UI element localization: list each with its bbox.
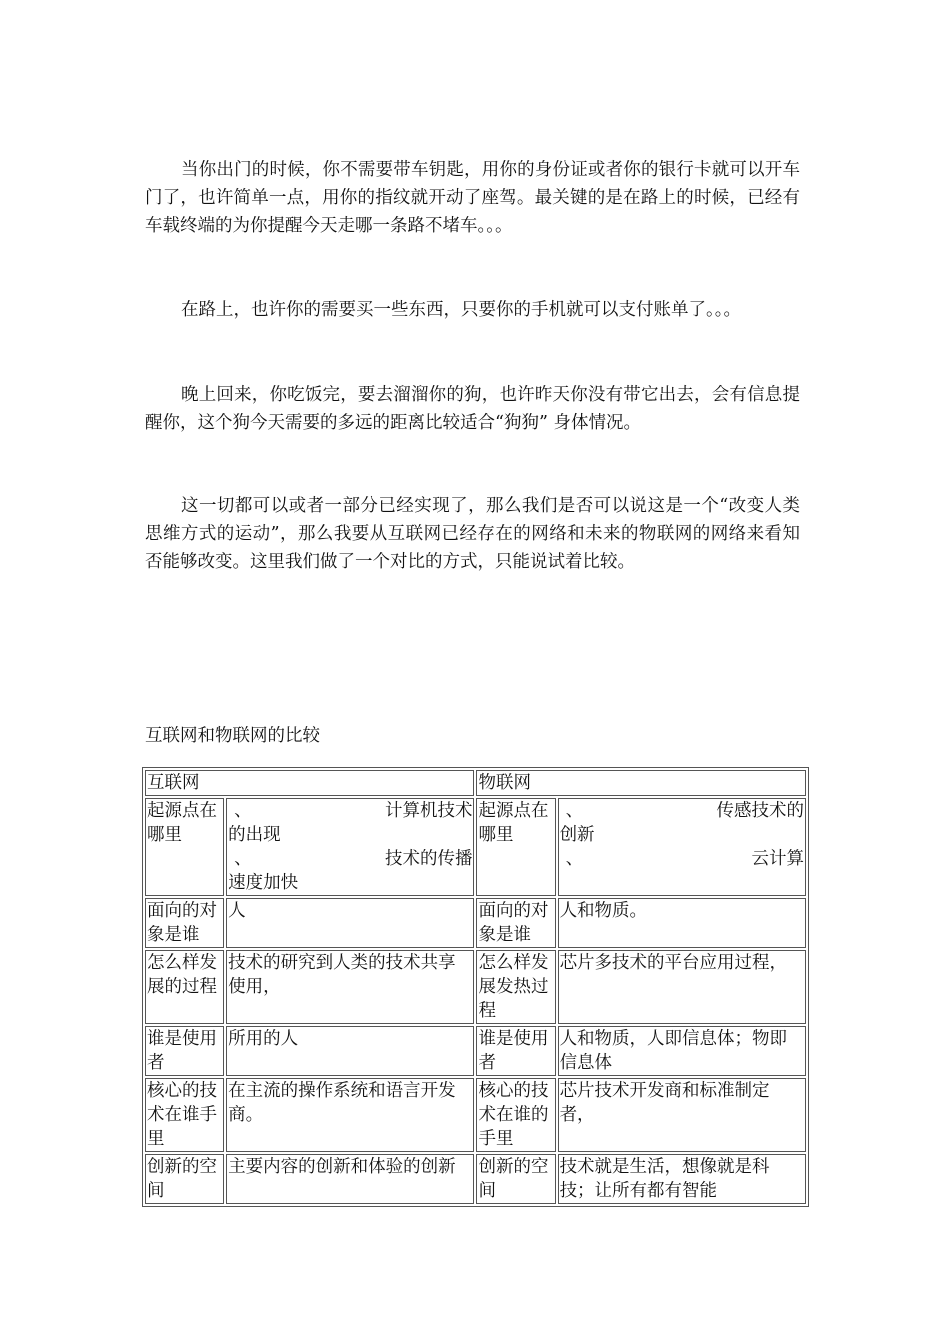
table-row	[145, 1154, 806, 1204]
item-continuation: 的出现	[228, 825, 281, 845]
header-iot: 物联网	[476, 770, 806, 796]
row-value-left: 技术的研究到人类的技术共享使用，	[226, 950, 474, 1024]
row-value-right: 人和物质，人即信息体；物即信息体	[558, 1026, 806, 1076]
row-value-left: 主要内容的创新和体验的创新	[226, 1154, 474, 1204]
row-label-right: 核心的技术在谁的手里	[476, 1078, 555, 1152]
table-row	[145, 950, 806, 1024]
row-value-left	[226, 798, 474, 896]
origin-left-item-2	[228, 847, 472, 871]
item-continuation: 创新	[559, 825, 595, 845]
row-label-right: 谁是使用者	[476, 1026, 555, 1076]
row-label-left: 核心的技术在谁手里	[145, 1078, 224, 1152]
paragraph-4: 这一切都可以或者一部分已经实现了，那么我们是否可以说这是一个“改变人类思维方式的运动”，那么我要从互联网已经存在的网络和未来的物联网的网络来看知否能够改变。这里我们做了一个对比的方式，只能说试着比较。	[145, 496, 800, 572]
item-text: 传感技术的	[716, 801, 804, 821]
origin-left-item-1	[228, 799, 472, 823]
row-label-left: 面向的对象是谁	[145, 898, 224, 948]
bullet: 、	[234, 801, 252, 821]
table-row	[145, 898, 806, 948]
paragraph-3: 晚上回来，你吃饭完，要去溜溜你的狗，也许昨天你没有带它出去，会有信息提醒你，这个狗今天需要的多远的距离比较适合“狗狗” 身体情况。	[145, 385, 800, 433]
row-label-left: 怎么样发展的过程	[145, 950, 224, 1024]
bullet: 、	[565, 801, 584, 821]
paragraph-1: 当你出门的时候，你不需要带车钥匙，用你的身份证或者你的银行卡就可以开车门了，也许简单一点，用你的指纹就开动了座驾。最关键的是在路上的时候，已经有车载终端的为你提醒今天走哪一条路不堵车。。。	[145, 160, 800, 236]
bullet: 、	[565, 849, 584, 869]
table-header-row	[145, 770, 806, 796]
table-title: 互联网和物联网的比较	[145, 726, 320, 746]
row-label-right: 怎么样发展发热过程	[476, 950, 555, 1024]
item-text: 技术的传播	[384, 849, 473, 869]
row-label-left: 起源点在哪里	[145, 798, 224, 896]
row-value-right: 技术就是生活，想像就是科技；让所有都有智能	[558, 1154, 806, 1204]
comparison-table	[142, 767, 809, 1207]
table-row	[145, 798, 806, 896]
row-value-left: 所用的人	[226, 1026, 474, 1076]
row-value-right: 芯片多技术的平台应用过程，	[558, 950, 806, 1024]
item-text: 计算机技术	[384, 801, 473, 821]
row-value-right: 人和物质。	[558, 898, 806, 948]
row-label-right: 面向的对象是谁	[476, 898, 555, 948]
row-value-right: 芯片技术开发商和标准制定者，	[558, 1078, 806, 1152]
origin-right-item-2	[560, 847, 804, 871]
item-continuation: 速度加快	[228, 873, 299, 893]
row-label-right: 创新的空间	[476, 1154, 555, 1204]
row-value-left: 在主流的操作系统和语言开发商。	[226, 1078, 474, 1152]
bullet: 、	[234, 849, 252, 869]
row-label-left: 谁是使用者	[145, 1026, 224, 1076]
header-internet: 互联网	[145, 770, 474, 796]
row-label-right: 起源点在哪里	[476, 798, 555, 896]
paragraph-2: 在路上，也许你的需要买一些东西，只要你的手机就可以支付账单了。。。	[181, 300, 741, 320]
origin-right-item-1	[560, 799, 804, 823]
table-row	[145, 1078, 806, 1152]
item-text: 云计算	[751, 849, 804, 869]
table-row	[145, 1026, 806, 1076]
row-label-left: 创新的空间	[145, 1154, 224, 1204]
row-value-left: 人	[226, 898, 474, 948]
row-value-right	[558, 798, 806, 896]
